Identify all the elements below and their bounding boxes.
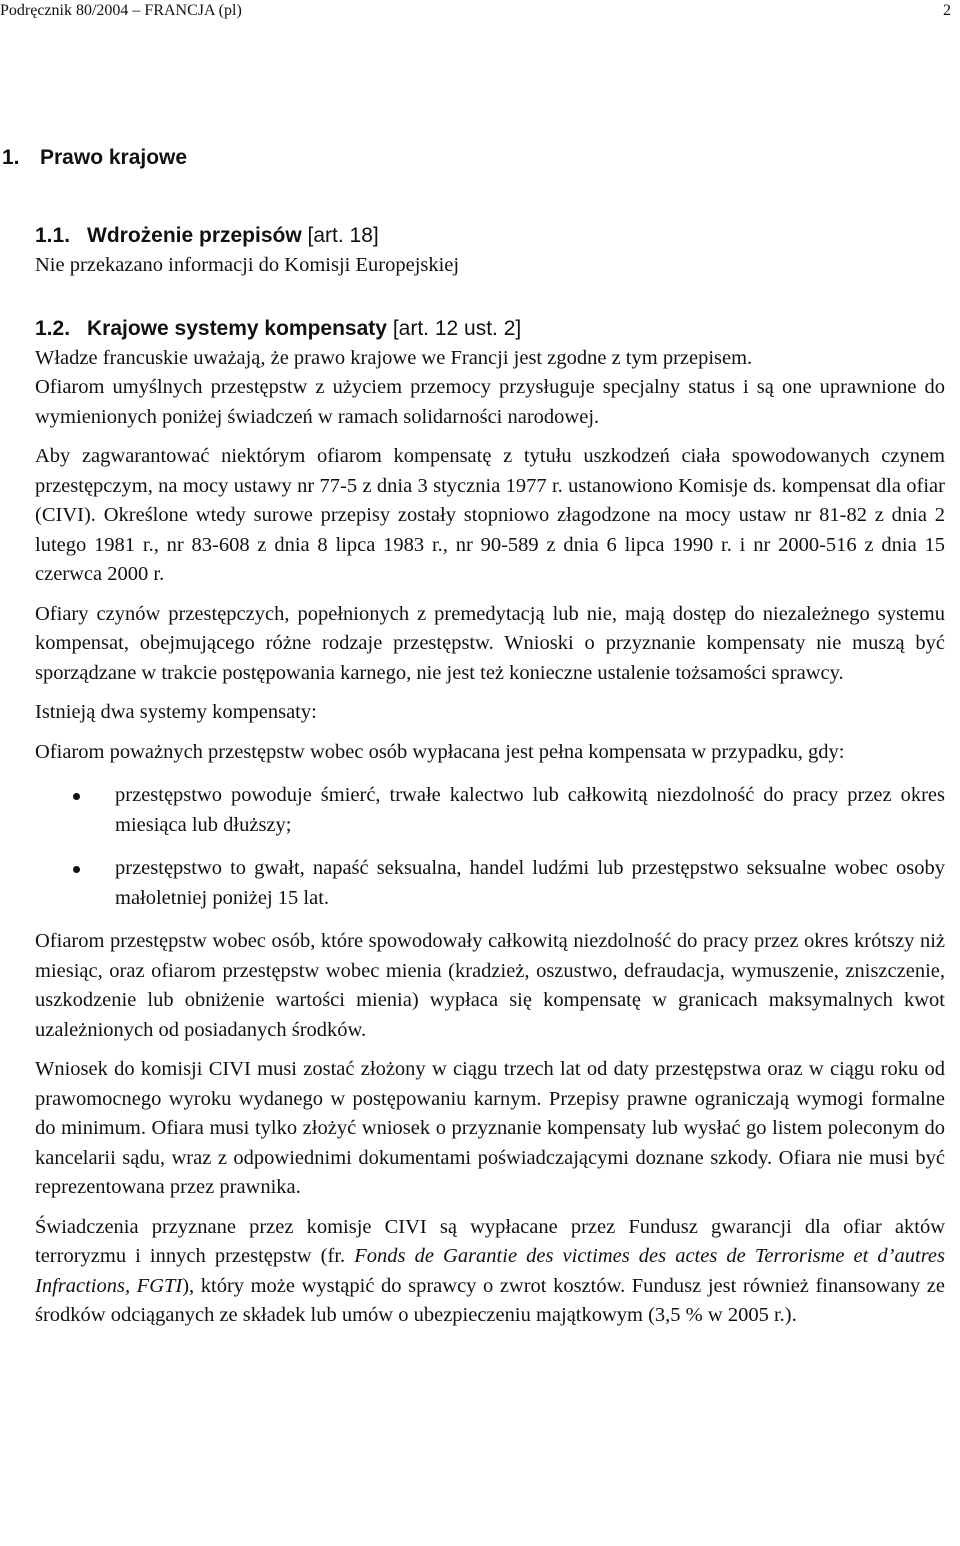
section-title: Prawo krajowe [40,146,188,169]
subsection-title: Krajowe systemy kompensaty [87,316,387,340]
article-reference: [art. 12 ust. 2] [392,316,522,340]
paragraph: Ofiarom przestępstw wobec osób, które spowodowały całkowitą niezdolność do pracy przez okres krótszy niż miesiąc, oraz ofiarom przestępstw wobec mienia (kradzież, oszustwo, defraudacja, wymuszenie, zniszczenie, uszkodzenie lub obniżenie wartości mienia) wypłaca się kompensatę w granicach maksymalnych kwot uzależnionych od posiadanych środków. [35,930,945,1041]
bullet-list [35,781,945,913]
document-body [2,143,946,1341]
subsection-number: 1.1. [35,224,71,247]
page-number: 2 [943,2,951,19]
list-item [35,854,945,913]
paragraph: Ofiary czynów przestępczych, popełnionych z premedytacją lub nie, mają dostęp do niezależnego systemu kompensat, obejmującego różne rodzaje przestępstw. Wnioski o przyznanie kompensaty nie muszą być sporządzane w trakcie postępowania karnego, nie jest też konieczne ustalenie tożsamości sprawcy. [35,602,945,684]
paragraph [35,1213,945,1331]
paragraph-text: ), który może wystąpić do sprawcy o zwrot kosztów. Fundusz jest również finansowany ze środków odciąganych ze składek lub umów o ubezpieczeniu majątkowym (3,5 % w 2005 r.). [35,1274,945,1326]
bullet-icon [73,866,80,873]
article-reference: [art. 18] [307,224,379,247]
paragraph-text: Świadczenia przyznane przez komisje CIVI są wypłacane przez Fundusz gwarancji dla ofiar aktów terroryzmu i innych przestępstw (fr. [35,1215,945,1267]
subsection-heading-1-2 [35,314,945,344]
subsection-title: Wdrożenie przepisów [87,224,302,247]
subsection-heading-1-1 [35,221,945,251]
list-item [35,781,945,840]
section-number: 1. [2,146,20,169]
paragraph: Ofiarom umyślnych przestępstw z użyciem przemocy przysługuje specjalny status i są one uprawnione do wymienionych poniżej świadczeń w ramach solidarności narodowej. [35,376,945,428]
paragraph: Wniosek do komisji CIVI musi zostać złożony w ciągu trzech lat od daty przestępstwa oraz w ciągu roku od prawomocnego wyroku wydanego w postępowaniu karnym. Przepisy prawne ograniczają wymogi formalne do minimum. Ofiara musi tylko złożyć wniosek o przyznanie kompensaty lub wysłać go listem poleconym do kancelarii sądu, wraz z odpowiednimi dokumentami poświadczającymi doznane szkody. Ofiara nie musi być reprezentowana przez prawnika. [35,1058,945,1198]
paragraph: Nie przekazano informacji do Komisji Europejskiej [35,254,460,276]
paragraph: Aby zagwarantować niektórym ofiarom kompensatę z tytułu uszkodzeń ciała spowodowanych czynem przestępczym, na mocy ustawy nr 77-5 z dnia 3 stycznia 1977 r. ustanowiono Komisje ds. kompensat dla ofiar (CIVI). Określone wtedy surowe przepisy zostały stopniowo złagodzone na mocy ustaw nr 81-82 z dnia 2 lutego 1981 r., nr 83-608 z dnia 8 lipca 1983 r., nr 90-589 z dnia 6 lipca 1990 r. i nr 2000-516 z dnia 15 czerwca 2000 r. [35,445,945,585]
paragraph: Ofiarom poważnych przestępstw wobec osób wypłacana jest pełna kompensata w przypadku, gdy: [35,740,845,763]
paragraph: Władze francuskie uważają, że prawo krajowe we Francji jest zgodne z tym przepisem. [35,346,753,369]
spacer [35,281,945,314]
section-heading-1 [2,143,945,173]
list-item-text: przestępstwo powoduje śmierć, trwałe kalectwo lub całkowitą niezdolność do pracy przez okres miesiąca lub dłuższy; [115,784,945,836]
paragraph: Istnieją dwa systemy kompensaty: [35,701,317,723]
page-header [0,0,960,22]
fund-name-italic: Fonds de Garantie des victimes des actes de Terrorisme et d’autres Infractions, FGTI [35,1245,946,1297]
subsection-number: 1.2. [35,316,71,340]
bullet-icon [73,793,80,800]
list-item-text: przestępstwo to gwałt, napaść seksualna, handel ludźmi lub przestępstwo seksualne wobec osoby małoletniej poniżej 15 lat. [115,857,945,909]
document-title: Podręcznik 80/2004 – FRANCJA (pl) [0,2,242,19]
